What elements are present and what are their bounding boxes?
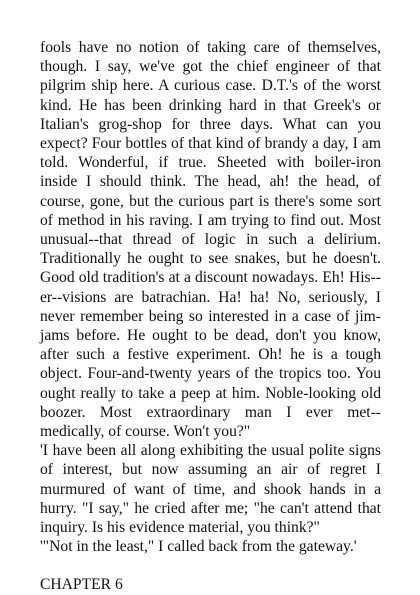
paragraph-1: fools have no notion of taking care of themselves, though. I say, we've got the chief engineer of that pilgrim ship here. A curious case. D.T.'s of the worst kind. He has been drinking hard in that Greek's or Italian's grog-shop for three days. What can you expect? Four bottles of that kind of brandy a day, I am told. Wonderful, if true. Sheeted with boiler-iron inside I should think. The head, ah! the head, of course, gone, but the curious part is there's some sort of method in his raving. I am trying to find out. Most unusual--that thread of logic in such a delirium. Traditionally he ought to see snakes, but he doesn't. Good old tradition's at a discount nowadays. Eh! His--er--visions are batrachian. Ha! ha! No, seriously, I never remember being so interested in a case of jim-jams before. He ought to be dead, don't you know, after such a festive experiment. Oh! he is a tough object. Four-and-twenty years of the tropics too. You ought really to take a peep at him. Noble-looking old boozer. Most extraordinary man I ever met--medically, of course. Won't you?"	[40, 39, 381, 441]
chapter-heading: CHAPTER 6	[40, 576, 123, 594]
paragraph-2: 'I have been all along exhibiting the usual polite signs of interest, but now assuming an air of regret I murmured of want of time, and shook hands in a hurry. "I say," he cried after me; "he can't attend that inquiry. Is his evidence material, you think?"	[40, 442, 381, 537]
paragraph-3: '"Not in the least," I called back from the gateway.'	[40, 538, 357, 556]
page-body	[40, 38, 381, 595]
